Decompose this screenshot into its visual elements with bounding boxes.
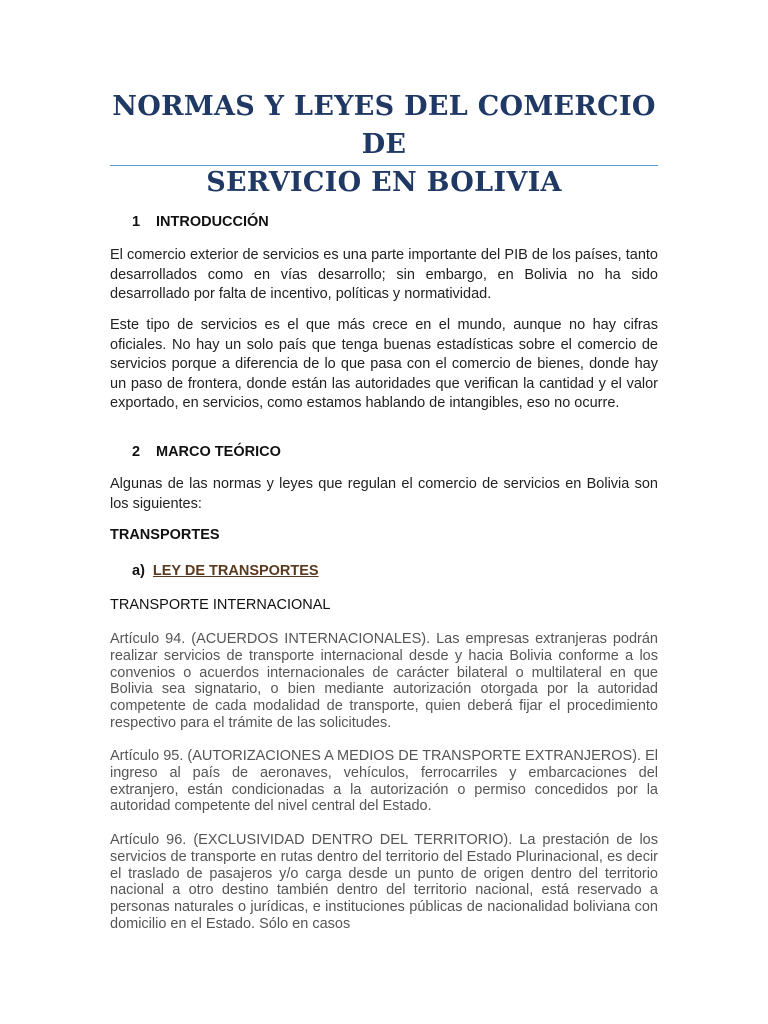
section-label: MARCO TEÓRICO [156, 444, 281, 460]
document-title [110, 88, 658, 202]
title-divider [110, 165, 658, 166]
title-line-1: NORMAS Y LEYES DEL COMERCIO DE [112, 91, 656, 160]
intro-paragraph-1: El comercio exterior de servicios es una parte importante del PIB de los países, tanto desarrollados como en vías desarrollo; sin embargo, en Bolivia no ha sido desarrollado por falta de incentivo, políticas y normatividad. [110, 247, 658, 302]
subsection-ley-de-transportes [132, 563, 319, 579]
section-heading-introduccion [132, 214, 269, 230]
title-line-2: SERVICIO EN BOLIVIA [206, 167, 562, 198]
section-number: 1 [132, 214, 141, 230]
article-94: Artículo 94. (ACUERDOS INTERNACIONALES). Las empresas extranjeras podrán realizar servicios de transporte internacional desde y hacia Bolivia conforme a los convenios o acuerdos internacionales de carácter bilateral o multilateral en que Bolivia sea signatario, o bien mediante autorización otorgada por la autoridad competente de cada modalidad de transporte, quien deberá fijar el procedimiento respectivo para el trámite de las solicitudes. [110, 631, 658, 731]
section-label: INTRODUCCIÓN [156, 214, 269, 230]
ley-de-transportes-link[interactable]: LEY DE TRANSPORTES [152, 563, 319, 579]
transportes-heading: TRANSPORTES [110, 527, 220, 543]
intro-paragraph-2: Este tipo de servicios es el que más crece en el mundo, aunque no hay cifras oficiales. No hay un solo país que tenga buenas estadísticas sobre el comercio de servicios porque a diferencia de lo que pasa con el comercio de bienes, donde hay un paso de frontera, donde están las autoridades que verifican la cantidad y el valor exportado, en servicios, como estamos hablando de intangibles, eso no ocurre. [110, 317, 658, 411]
subsection-marker: a) [132, 563, 145, 579]
marco-paragraph: Algunas de las normas y leyes que regulan el comercio de servicios en Bolivia son los siguientes: [110, 476, 658, 512]
article-96: Artículo 96. (EXCLUSIVIDAD DENTRO DEL TERRITORIO). La prestación de los servicios de transporte en rutas dentro del territorio del Estado Plurinacional, es decir el traslado de pasajeros y/o carga desde un punto de origen dentro del territorio nacional a otro destino también dentro del territorio nacional, está reservado a personas naturales o jurídicas, e instituciones públicas de nacionalidad boliviana con domicilio en el Estado. Sólo en casos [110, 832, 658, 932]
section-number: 2 [132, 444, 141, 460]
section-heading-marco-teorico [132, 444, 281, 460]
transporte-internacional-label: TRANSPORTE INTERNACIONAL [110, 597, 331, 613]
article-95: Artículo 95. (AUTORIZACIONES A MEDIOS DE TRANSPORTE EXTRANJEROS). El ingreso al país de aeronaves, vehículos, ferrocarriles y embarcaciones del extranjero, están condicionadas a la autorización o permiso concedidos por la autoridad competente del nivel central del Estado. [110, 748, 658, 815]
